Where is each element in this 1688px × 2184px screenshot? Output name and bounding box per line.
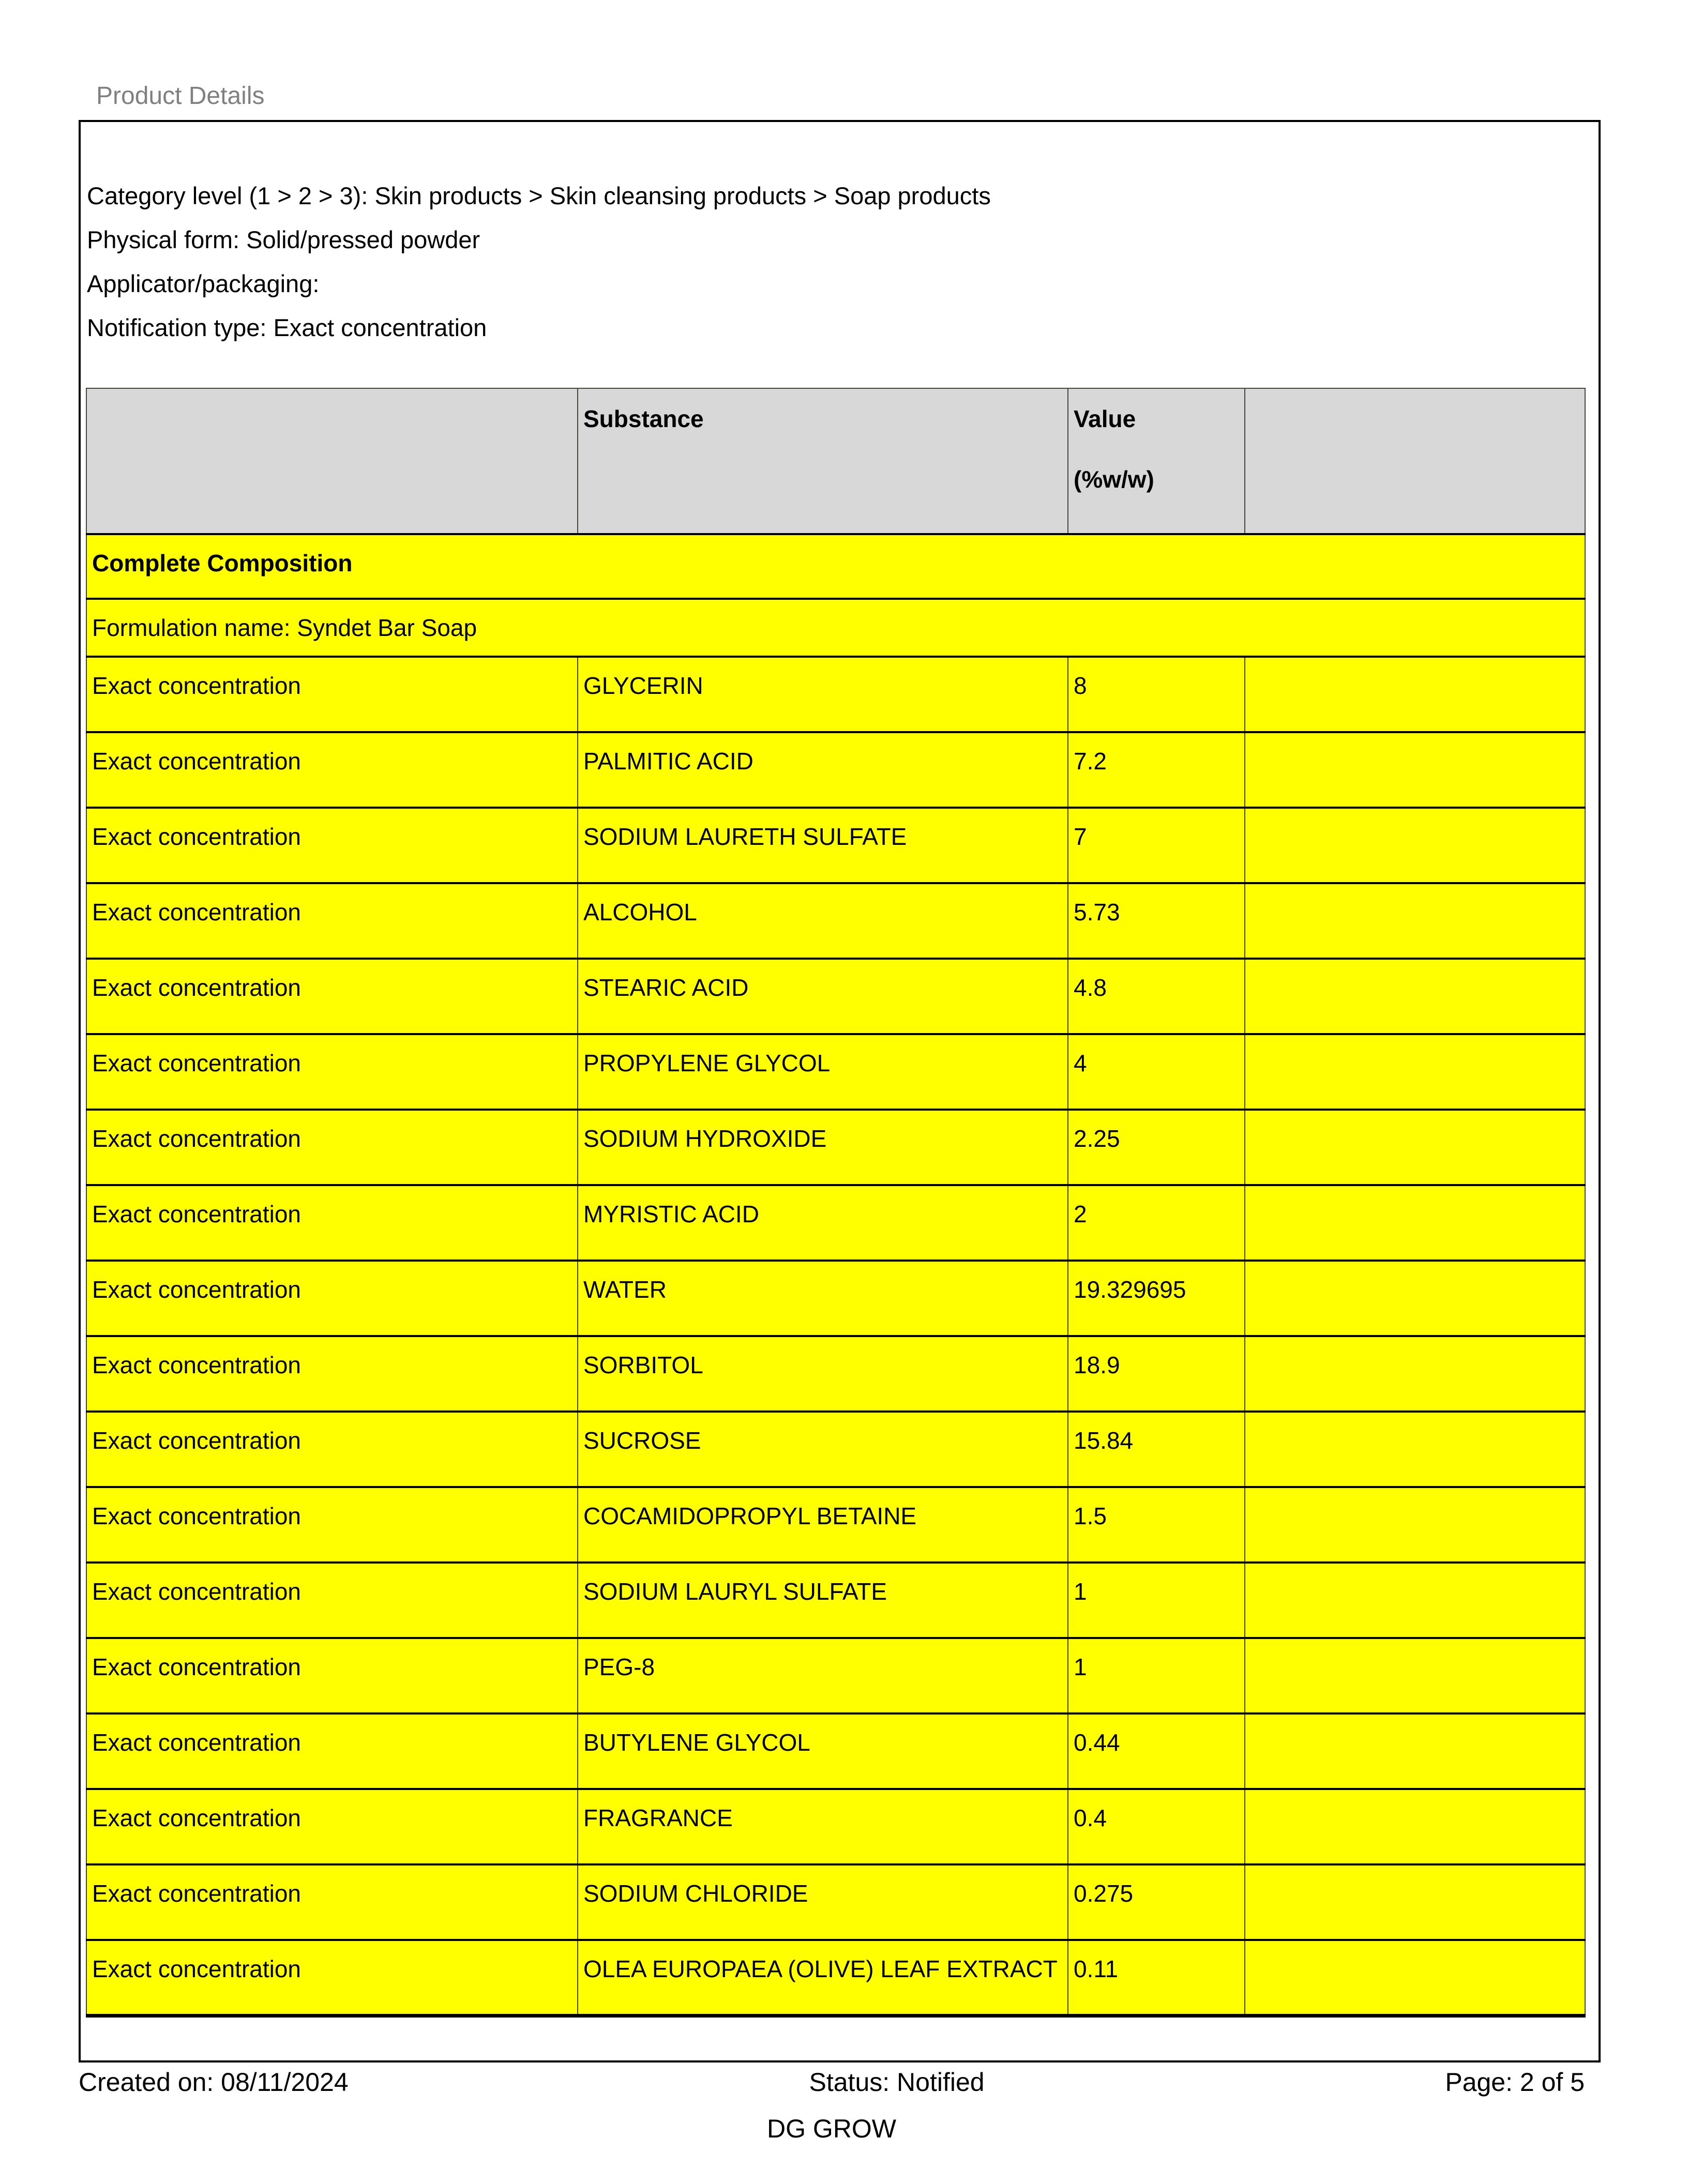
cell-substance: COCAMIDOPROPYL BETAINE: [578, 1487, 1068, 1563]
page-number-label: Page: 2 of 5: [1445, 2068, 1585, 2097]
cell-notification-type: Exact concentration: [92, 1578, 302, 1605]
cell-empty: [1245, 1034, 1585, 1110]
section-title: Complete Composition: [92, 550, 353, 577]
table-row: [86, 1638, 1585, 1713]
cell-notification-type: Exact concentration: [92, 748, 302, 775]
dg-grow-label: DG GROW: [767, 2114, 896, 2143]
cell-substance: MYRISTIC ACID: [578, 1185, 1068, 1261]
table-row: [86, 1261, 1585, 1336]
cell-substance: GLYCERIN: [578, 657, 1068, 732]
cell-substance: OLEA EUROPAEA (OLIVE) LEAF EXTRACT: [578, 1940, 1068, 2015]
cell-substance: SORBITOL: [578, 1336, 1068, 1412]
info-line-physical-form: Physical form: Solid/pressed powder: [87, 226, 480, 253]
cell-empty: [1245, 959, 1585, 1034]
table-row: [86, 1412, 1585, 1487]
cell-notification-type: Exact concentration: [92, 1276, 302, 1303]
cell-substance: PEG-8: [578, 1638, 1068, 1713]
cell-notification-type: Exact concentration: [92, 823, 302, 851]
cell-substance: PALMITIC ACID: [578, 732, 1068, 808]
cell-value: 0.11: [1068, 1940, 1245, 2015]
cell-value: 0.4: [1068, 1789, 1245, 1864]
value-header-label-line1: Value: [1074, 405, 1136, 432]
cell-value: 2: [1068, 1185, 1245, 1261]
cell-notification-type: Exact concentration: [92, 1503, 302, 1530]
product-info-block: [87, 174, 1588, 350]
cell-value: 8: [1068, 657, 1245, 732]
cell-notification-type: Exact concentration: [92, 1352, 302, 1379]
cell-value: 0.275: [1068, 1864, 1245, 1940]
cell-empty: [1245, 1713, 1585, 1789]
cell-empty: [1245, 732, 1585, 808]
cell-notification-type: Exact concentration: [92, 1729, 302, 1756]
table-row: [86, 1563, 1585, 1638]
cell-notification-type: Exact concentration: [92, 1955, 302, 1983]
cell-value: 0.44: [1068, 1713, 1245, 1789]
cell-substance: ALCOHOL: [578, 883, 1068, 959]
cell-substance: WATER: [578, 1261, 1068, 1336]
cell-substance: BUTYLENE GLYCOL: [578, 1713, 1068, 1789]
cell-value: 7.2: [1068, 732, 1245, 808]
cell-notification-type: Exact concentration: [92, 974, 302, 1002]
cell-empty: [1245, 1185, 1585, 1261]
table-row: [86, 808, 1585, 883]
table-row: [86, 732, 1585, 808]
cell-empty: [1245, 1412, 1585, 1487]
info-line-applicator-packaging: Applicator/packaging:: [87, 270, 320, 297]
cell-substance: SODIUM LAURYL SULFATE: [578, 1563, 1068, 1638]
cell-notification-type: Exact concentration: [92, 1050, 302, 1077]
table-row: [86, 883, 1585, 959]
cell-notification-type: Exact concentration: [92, 1201, 302, 1228]
cell-notification-type: Exact concentration: [92, 1804, 302, 1832]
product-details-box: [79, 120, 1601, 2062]
header-cell-value: [1068, 388, 1245, 534]
value-header-label-line2: (%w/w): [1074, 466, 1154, 493]
cell-substance: SODIUM CHLORIDE: [578, 1864, 1068, 1940]
table-row: [86, 657, 1585, 732]
cell-notification-type: Exact concentration: [92, 1125, 302, 1152]
page-footer: [79, 2067, 1585, 2144]
table-row: [86, 1487, 1585, 1563]
table-row: [86, 1789, 1585, 1864]
cell-empty: [1245, 1864, 1585, 1940]
created-on-label: Created on: 08/11/2024: [79, 2068, 349, 2097]
cell-substance: FRAGRANCE: [578, 1789, 1068, 1864]
composition-table: [86, 388, 1586, 2018]
cell-value: 15.84: [1068, 1412, 1245, 1487]
cell-value: 5.73: [1068, 883, 1245, 959]
formulation-name: Formulation name: Syndet Bar Soap: [92, 614, 477, 641]
substance-header-label: Substance: [583, 405, 704, 432]
cell-value: 7: [1068, 808, 1245, 883]
cell-value: 1.5: [1068, 1487, 1245, 1563]
cell-notification-type: Exact concentration: [92, 1654, 302, 1681]
status-label: Status: Notified: [809, 2068, 985, 2097]
info-line-category: Category level (1 > 2 > 3): Skin products > Skin cleansing products > Soap products: [87, 182, 991, 209]
formulation-name-row: [86, 599, 1585, 657]
cell-substance: SUCROSE: [578, 1412, 1068, 1487]
table-row: [86, 1185, 1585, 1261]
cell-empty: [1245, 657, 1585, 732]
cell-substance: STEARIC ACID: [578, 959, 1068, 1034]
header-cell-empty-left: [86, 388, 578, 534]
cell-empty: [1245, 1789, 1585, 1864]
cell-substance: PROPYLENE GLYCOL: [578, 1034, 1068, 1110]
cell-empty: [1245, 1638, 1585, 1713]
table-row: [86, 959, 1585, 1034]
cell-notification-type: Exact concentration: [92, 899, 302, 926]
table-row: [86, 1713, 1585, 1789]
table-row: [86, 1864, 1585, 1940]
cell-notification-type: Exact concentration: [92, 1427, 302, 1454]
cell-value: 1: [1068, 1563, 1245, 1638]
cell-value: 18.9: [1068, 1336, 1245, 1412]
cell-empty: [1245, 1110, 1585, 1185]
cell-notification-type: Exact concentration: [92, 1880, 302, 1907]
cell-empty: [1245, 1261, 1585, 1336]
cell-value: 4.8: [1068, 959, 1245, 1034]
page-title: Product Details: [96, 82, 265, 110]
cell-substance: SODIUM HYDROXIDE: [578, 1110, 1068, 1185]
info-line-notification-type: Notification type: Exact concentration: [87, 314, 487, 341]
section-row-complete-composition: [86, 534, 1585, 599]
cell-value: 1: [1068, 1638, 1245, 1713]
cell-empty: [1245, 1940, 1585, 2015]
cell-empty: [1245, 808, 1585, 883]
cell-value: 19.329695: [1068, 1261, 1245, 1336]
cell-empty: [1245, 883, 1585, 959]
table-header-row: [86, 388, 1585, 534]
cell-empty: [1245, 1336, 1585, 1412]
cell-value: 4: [1068, 1034, 1245, 1110]
cell-substance: SODIUM LAURETH SULFATE: [578, 808, 1068, 883]
table-row: [86, 1110, 1585, 1185]
cell-notification-type: Exact concentration: [92, 672, 302, 700]
table-row: [86, 1336, 1585, 1412]
table-row: [86, 1940, 1585, 2015]
cell-empty: [1245, 1487, 1585, 1563]
cell-value: 2.25: [1068, 1110, 1245, 1185]
table-row: [86, 1034, 1585, 1110]
header-cell-substance: [578, 388, 1068, 534]
header-cell-empty-right: [1245, 388, 1585, 534]
cell-empty: [1245, 1563, 1585, 1638]
